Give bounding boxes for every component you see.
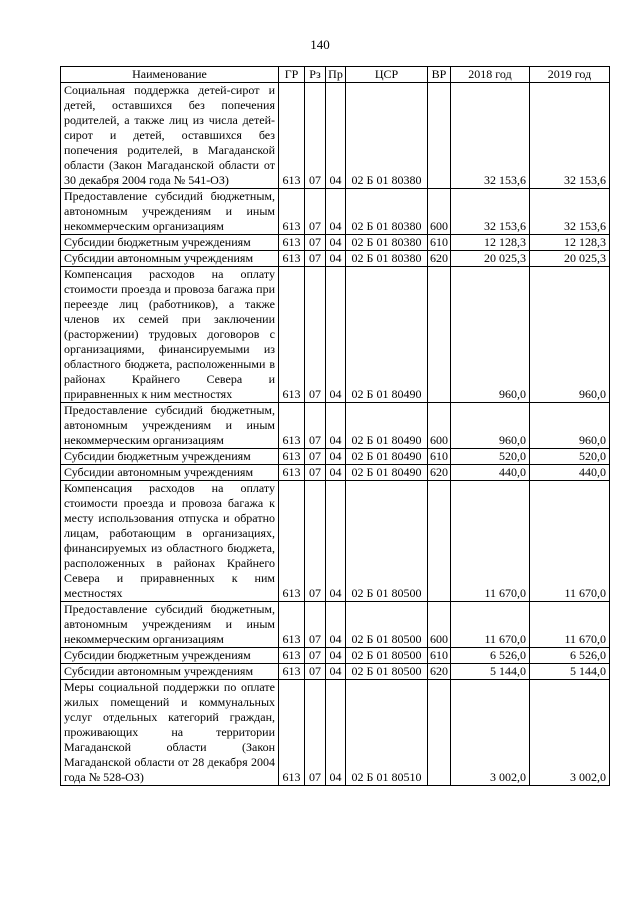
row-csr: 02 Б 01 80500 bbox=[346, 664, 428, 680]
header-2018: 2018 год bbox=[451, 67, 530, 83]
row-2018: 11 670,0 bbox=[451, 481, 530, 602]
table-row bbox=[61, 680, 610, 786]
row-name: Предоставление субсидий бюджетным, автономным учреждениям и иным некоммерческим организациям bbox=[61, 403, 279, 449]
row-pr: 04 bbox=[326, 449, 346, 465]
row-2018: 960,0 bbox=[451, 267, 530, 403]
header-rz: Рз bbox=[305, 67, 326, 83]
row-2018: 32 153,6 bbox=[451, 83, 530, 189]
row-csr: 02 Б 01 80490 bbox=[346, 449, 428, 465]
row-gr: 613 bbox=[279, 251, 305, 267]
table-row bbox=[61, 449, 610, 465]
row-gr: 613 bbox=[279, 403, 305, 449]
row-vr: 620 bbox=[428, 664, 451, 680]
row-gr: 613 bbox=[279, 481, 305, 602]
row-gr: 613 bbox=[279, 648, 305, 664]
row-csr: 02 Б 01 80510 bbox=[346, 680, 428, 786]
row-2018: 32 153,6 bbox=[451, 189, 530, 235]
row-2019: 11 670,0 bbox=[530, 481, 610, 602]
row-vr bbox=[428, 481, 451, 602]
row-vr: 620 bbox=[428, 251, 451, 267]
row-name: Субсидии автономным учреждениям bbox=[61, 465, 279, 481]
row-name: Субсидии бюджетным учреждениям bbox=[61, 235, 279, 251]
row-2018: 11 670,0 bbox=[451, 602, 530, 648]
row-gr: 613 bbox=[279, 602, 305, 648]
row-pr: 04 bbox=[326, 481, 346, 602]
row-2018: 12 128,3 bbox=[451, 235, 530, 251]
row-rz: 07 bbox=[305, 481, 326, 602]
row-csr: 02 Б 01 80380 bbox=[346, 83, 428, 189]
row-rz: 07 bbox=[305, 680, 326, 786]
row-csr: 02 Б 01 80490 bbox=[346, 403, 428, 449]
row-2019: 5 144,0 bbox=[530, 664, 610, 680]
row-name: Компенсация расходов на оплату стоимости проезда и провоза багажа к месту использования отпуска и обратно лицам, работающим в организациях, финансируемых из областного бюджета, расположенных в районах Крайнего Севера и приравненных к ним местностях bbox=[61, 481, 279, 602]
row-rz: 07 bbox=[305, 251, 326, 267]
row-csr: 02 Б 01 80500 bbox=[346, 648, 428, 664]
row-2018: 20 025,3 bbox=[451, 251, 530, 267]
row-rz: 07 bbox=[305, 465, 326, 481]
row-2018: 440,0 bbox=[451, 465, 530, 481]
page-number: 140 bbox=[310, 37, 330, 52]
table-row bbox=[61, 481, 610, 602]
row-2019: 32 153,6 bbox=[530, 189, 610, 235]
row-csr: 02 Б 01 80380 bbox=[346, 235, 428, 251]
table-row bbox=[61, 648, 610, 664]
row-gr: 613 bbox=[279, 449, 305, 465]
row-vr: 600 bbox=[428, 189, 451, 235]
table-row bbox=[61, 403, 610, 449]
row-pr: 04 bbox=[326, 189, 346, 235]
row-2018: 3 002,0 bbox=[451, 680, 530, 786]
row-pr: 04 bbox=[326, 251, 346, 267]
row-pr: 04 bbox=[326, 648, 346, 664]
row-csr: 02 Б 01 80500 bbox=[346, 481, 428, 602]
table-header-row bbox=[61, 67, 610, 83]
row-rz: 07 bbox=[305, 267, 326, 403]
table-row bbox=[61, 602, 610, 648]
row-2019: 32 153,6 bbox=[530, 83, 610, 189]
row-vr: 610 bbox=[428, 648, 451, 664]
table-row bbox=[61, 267, 610, 403]
row-2019: 20 025,3 bbox=[530, 251, 610, 267]
row-rz: 07 bbox=[305, 449, 326, 465]
row-gr: 613 bbox=[279, 83, 305, 189]
table-row bbox=[61, 251, 610, 267]
header-csr: ЦСР bbox=[346, 67, 428, 83]
row-gr: 613 bbox=[279, 680, 305, 786]
row-2019: 520,0 bbox=[530, 449, 610, 465]
row-rz: 07 bbox=[305, 648, 326, 664]
row-vr bbox=[428, 267, 451, 403]
row-name: Субсидии автономным учреждениям bbox=[61, 664, 279, 680]
row-2019: 11 670,0 bbox=[530, 602, 610, 648]
row-2018: 960,0 bbox=[451, 403, 530, 449]
row-pr: 04 bbox=[326, 235, 346, 251]
row-rz: 07 bbox=[305, 189, 326, 235]
table-row bbox=[61, 83, 610, 189]
row-pr: 04 bbox=[326, 465, 346, 481]
table-row bbox=[61, 189, 610, 235]
row-vr: 610 bbox=[428, 449, 451, 465]
row-2018: 6 526,0 bbox=[451, 648, 530, 664]
row-csr: 02 Б 01 80490 bbox=[346, 267, 428, 403]
row-pr: 04 bbox=[326, 602, 346, 648]
row-name: Меры социальной поддержки по оплате жилых помещений и коммунальных услуг отдельных категорий граждан, проживающих на территории Магаданской области (Закон Магаданской области от 28 декабря 2004 года № 528-ОЗ) bbox=[61, 680, 279, 786]
row-csr: 02 Б 01 80490 bbox=[346, 465, 428, 481]
row-rz: 07 bbox=[305, 664, 326, 680]
row-2019: 3 002,0 bbox=[530, 680, 610, 786]
row-rz: 07 bbox=[305, 235, 326, 251]
row-name: Предоставление субсидий бюджетным, автономным учреждениям и иным некоммерческим организациям bbox=[61, 602, 279, 648]
row-pr: 04 bbox=[326, 680, 346, 786]
header-pr: Пр bbox=[326, 67, 346, 83]
row-2019: 6 526,0 bbox=[530, 648, 610, 664]
row-2018: 520,0 bbox=[451, 449, 530, 465]
row-csr: 02 Б 01 80380 bbox=[346, 189, 428, 235]
header-2019: 2019 год bbox=[530, 67, 610, 83]
row-name: Субсидии бюджетным учреждениям bbox=[61, 449, 279, 465]
row-name: Субсидии автономным учреждениям bbox=[61, 251, 279, 267]
row-vr: 610 bbox=[428, 235, 451, 251]
row-pr: 04 bbox=[326, 267, 346, 403]
row-name: Компенсация расходов на оплату стоимости проезда и провоза багажа при переезде лиц (работников), а также членов их семей при заключении (расторжении) трудовых договоров с организациями, финансируемыми из областного бюджета, расположенными в районах Крайнего Севера и приравненных к ним местностях bbox=[61, 267, 279, 403]
table-row bbox=[61, 465, 610, 481]
row-pr: 04 bbox=[326, 664, 346, 680]
row-rz: 07 bbox=[305, 403, 326, 449]
row-vr: 600 bbox=[428, 602, 451, 648]
row-vr: 620 bbox=[428, 465, 451, 481]
row-gr: 613 bbox=[279, 465, 305, 481]
row-gr: 613 bbox=[279, 664, 305, 680]
row-2018: 5 144,0 bbox=[451, 664, 530, 680]
row-csr: 02 Б 01 80380 bbox=[346, 251, 428, 267]
row-pr: 04 bbox=[326, 403, 346, 449]
row-vr: 600 bbox=[428, 403, 451, 449]
budget-table bbox=[60, 66, 610, 786]
row-name: Предоставление субсидий бюджетным, автономным учреждениям и иным некоммерческим организациям bbox=[61, 189, 279, 235]
table-row bbox=[61, 664, 610, 680]
row-gr: 613 bbox=[279, 189, 305, 235]
table-row bbox=[61, 235, 610, 251]
row-vr bbox=[428, 680, 451, 786]
header-gr: ГР bbox=[279, 67, 305, 83]
row-rz: 07 bbox=[305, 602, 326, 648]
row-2019: 440,0 bbox=[530, 465, 610, 481]
row-pr: 04 bbox=[326, 83, 346, 189]
row-rz: 07 bbox=[305, 83, 326, 189]
header-vr: ВР bbox=[428, 67, 451, 83]
row-name: Субсидии бюджетным учреждениям bbox=[61, 648, 279, 664]
row-2019: 960,0 bbox=[530, 267, 610, 403]
row-vr bbox=[428, 83, 451, 189]
row-gr: 613 bbox=[279, 235, 305, 251]
row-gr: 613 bbox=[279, 267, 305, 403]
row-2019: 12 128,3 bbox=[530, 235, 610, 251]
row-2019: 960,0 bbox=[530, 403, 610, 449]
row-csr: 02 Б 01 80500 bbox=[346, 602, 428, 648]
row-name: Социальная поддержка детей-сирот и детей, оставшихся без попечения родителей, а также лиц из числа детей-сирот и детей, оставшихся без попечения родителей, в Магаданской области (Закон Магаданской области от 30 декабря 2004 года № 541-ОЗ) bbox=[61, 83, 279, 189]
header-name: Наименование bbox=[61, 67, 279, 83]
